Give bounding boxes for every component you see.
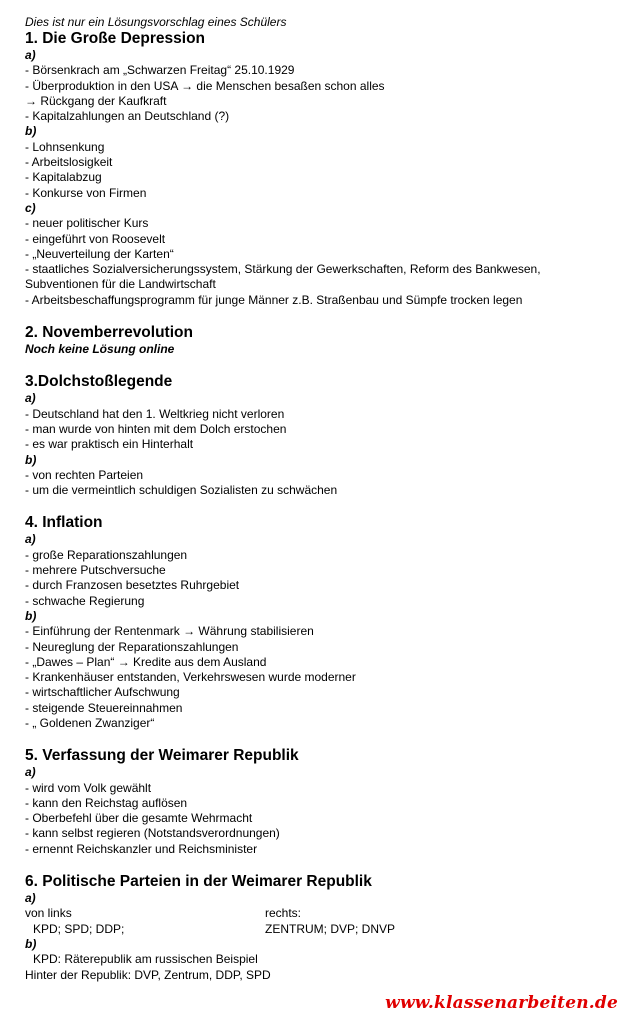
list-item: - „Dawes – Plan“ → Kredite aus dem Ausland — [25, 654, 267, 669]
subpart-label: a) — [25, 48, 36, 62]
section-3-heading: 3.Dolchstoßlegende — [25, 373, 173, 391]
list-item: - kann selbst regieren (Notstandsverordnungen) — [25, 826, 280, 841]
list-item: - um die vermeintlich schuldigen Sozialisten zu schwächen — [25, 483, 338, 498]
list-item: - es war praktisch ein Hinterhalt — [25, 437, 194, 452]
list-item: - Deutschland hat den 1. Weltkrieg nicht verloren — [25, 406, 285, 421]
list-item: - kann den Reichstag auflösen — [25, 795, 188, 810]
list-item: - mehrere Putschversuche — [25, 563, 166, 578]
document — [25, 14, 615, 983]
list-item: - Oberbefehl über die gesamte Wehrmacht — [25, 811, 253, 826]
list-item: - wird vom Volk gewählt — [25, 780, 152, 795]
list-item: - wirtschaftlicher Aufschwung — [25, 685, 180, 700]
list-item: - große Reparationszahlungen — [25, 547, 188, 562]
subpart-label: a) — [25, 765, 36, 780]
list-item: - Lohnsenkung — [25, 139, 105, 154]
list-item: - Kapitalabzug — [25, 170, 102, 185]
intro-note: Dies ist nur ein Lösungsvorschlag eines Schülers — [25, 15, 287, 29]
list-item: Hinter der Republik: DVP, Zentrum, DDP, SPD — [25, 967, 271, 982]
subpart-label: a) — [25, 532, 36, 547]
list-item: - Neureglung der Reparationszahlungen — [25, 639, 239, 654]
section-5-heading: 5. Verfassung der Weimarer Republik — [25, 747, 299, 765]
list-item: → Rückgang der Kaufkraft — [25, 93, 167, 108]
list-item: - staatliches Sozialversicherungssystem, Stärkung der Gewerkschaften, Reform des Bankwesen, Subventionen für die Landwirtschaft — [25, 262, 541, 292]
section-1-heading: 1. Die Große Depression — [25, 30, 206, 47]
list-item: - schwache Regierung — [25, 593, 145, 608]
subpart-label: a) — [25, 391, 36, 406]
list-item: - „Neuverteilung der Karten“ — [25, 246, 174, 261]
list-item: - Konkurse von Firmen — [25, 185, 147, 200]
section-6-heading: 6. Politische Parteien in der Weimarer Republik — [25, 873, 372, 891]
list-item: - ernennt Reichskanzler und Reichsminister — [25, 841, 258, 856]
list-item: - von rechten Parteien — [25, 467, 144, 482]
list-item: - Krankenhäuser entstanden, Verkehrswesen wurde moderner — [25, 670, 356, 685]
subpart-label: b) — [25, 452, 37, 467]
subpart-label: b) — [25, 936, 37, 951]
list-item: - Kapitalzahlungen an Deutschland (?) — [25, 109, 230, 124]
list-item: - steigende Steuereinnahmen — [25, 700, 183, 715]
party-columns — [25, 906, 615, 937]
section-4-heading: 4. Inflation — [25, 514, 103, 532]
list-item: KPD: Räterepublik am russischen Beispiel — [33, 952, 258, 967]
list-item: - Börsenkrach am „Schwarzen Freitag“ 25.10.1929 — [25, 63, 295, 78]
subpart-label: b) — [25, 608, 37, 623]
list-item: - durch Franzosen besetztes Ruhrgebiet — [25, 578, 240, 593]
site-watermark: www.klassenarbeiten.de — [385, 993, 618, 1013]
right-parties: ZENTRUM; DVP; DNVP — [265, 921, 396, 936]
list-item: - „ Goldenen Zwanziger“ — [25, 715, 155, 730]
list-item: - neuer politischer Kurs — [25, 216, 149, 231]
left-heading: von links — [25, 906, 72, 921]
list-item: - Einführung der Rentenmark → Währung stabilisieren — [25, 624, 314, 639]
subpart-label: a) — [25, 891, 36, 906]
list-item: - man wurde von hinten mit dem Dolch erstochen — [25, 421, 287, 436]
list-item: - Arbeitslosigkeit — [25, 155, 113, 170]
list-item: - Überproduktion in den USA → die Menschen besaßen schon alles — [25, 78, 385, 93]
list-item: - Arbeitsbeschaffungsprogramm für junge Männer z.B. Straßenbau und Sümpfe trocken legen — [25, 292, 523, 307]
left-parties: KPD; SPD; DDP; — [33, 921, 125, 936]
subpart-label: b) — [25, 124, 37, 139]
subpart-label: c) — [25, 200, 36, 215]
right-heading: rechts: — [265, 906, 302, 921]
list-item: - eingeführt von Roosevelt — [25, 231, 166, 246]
section-2-heading: 2. Novemberrevolution — [25, 324, 193, 342]
no-solution-note: Noch keine Lösung online — [25, 342, 175, 357]
